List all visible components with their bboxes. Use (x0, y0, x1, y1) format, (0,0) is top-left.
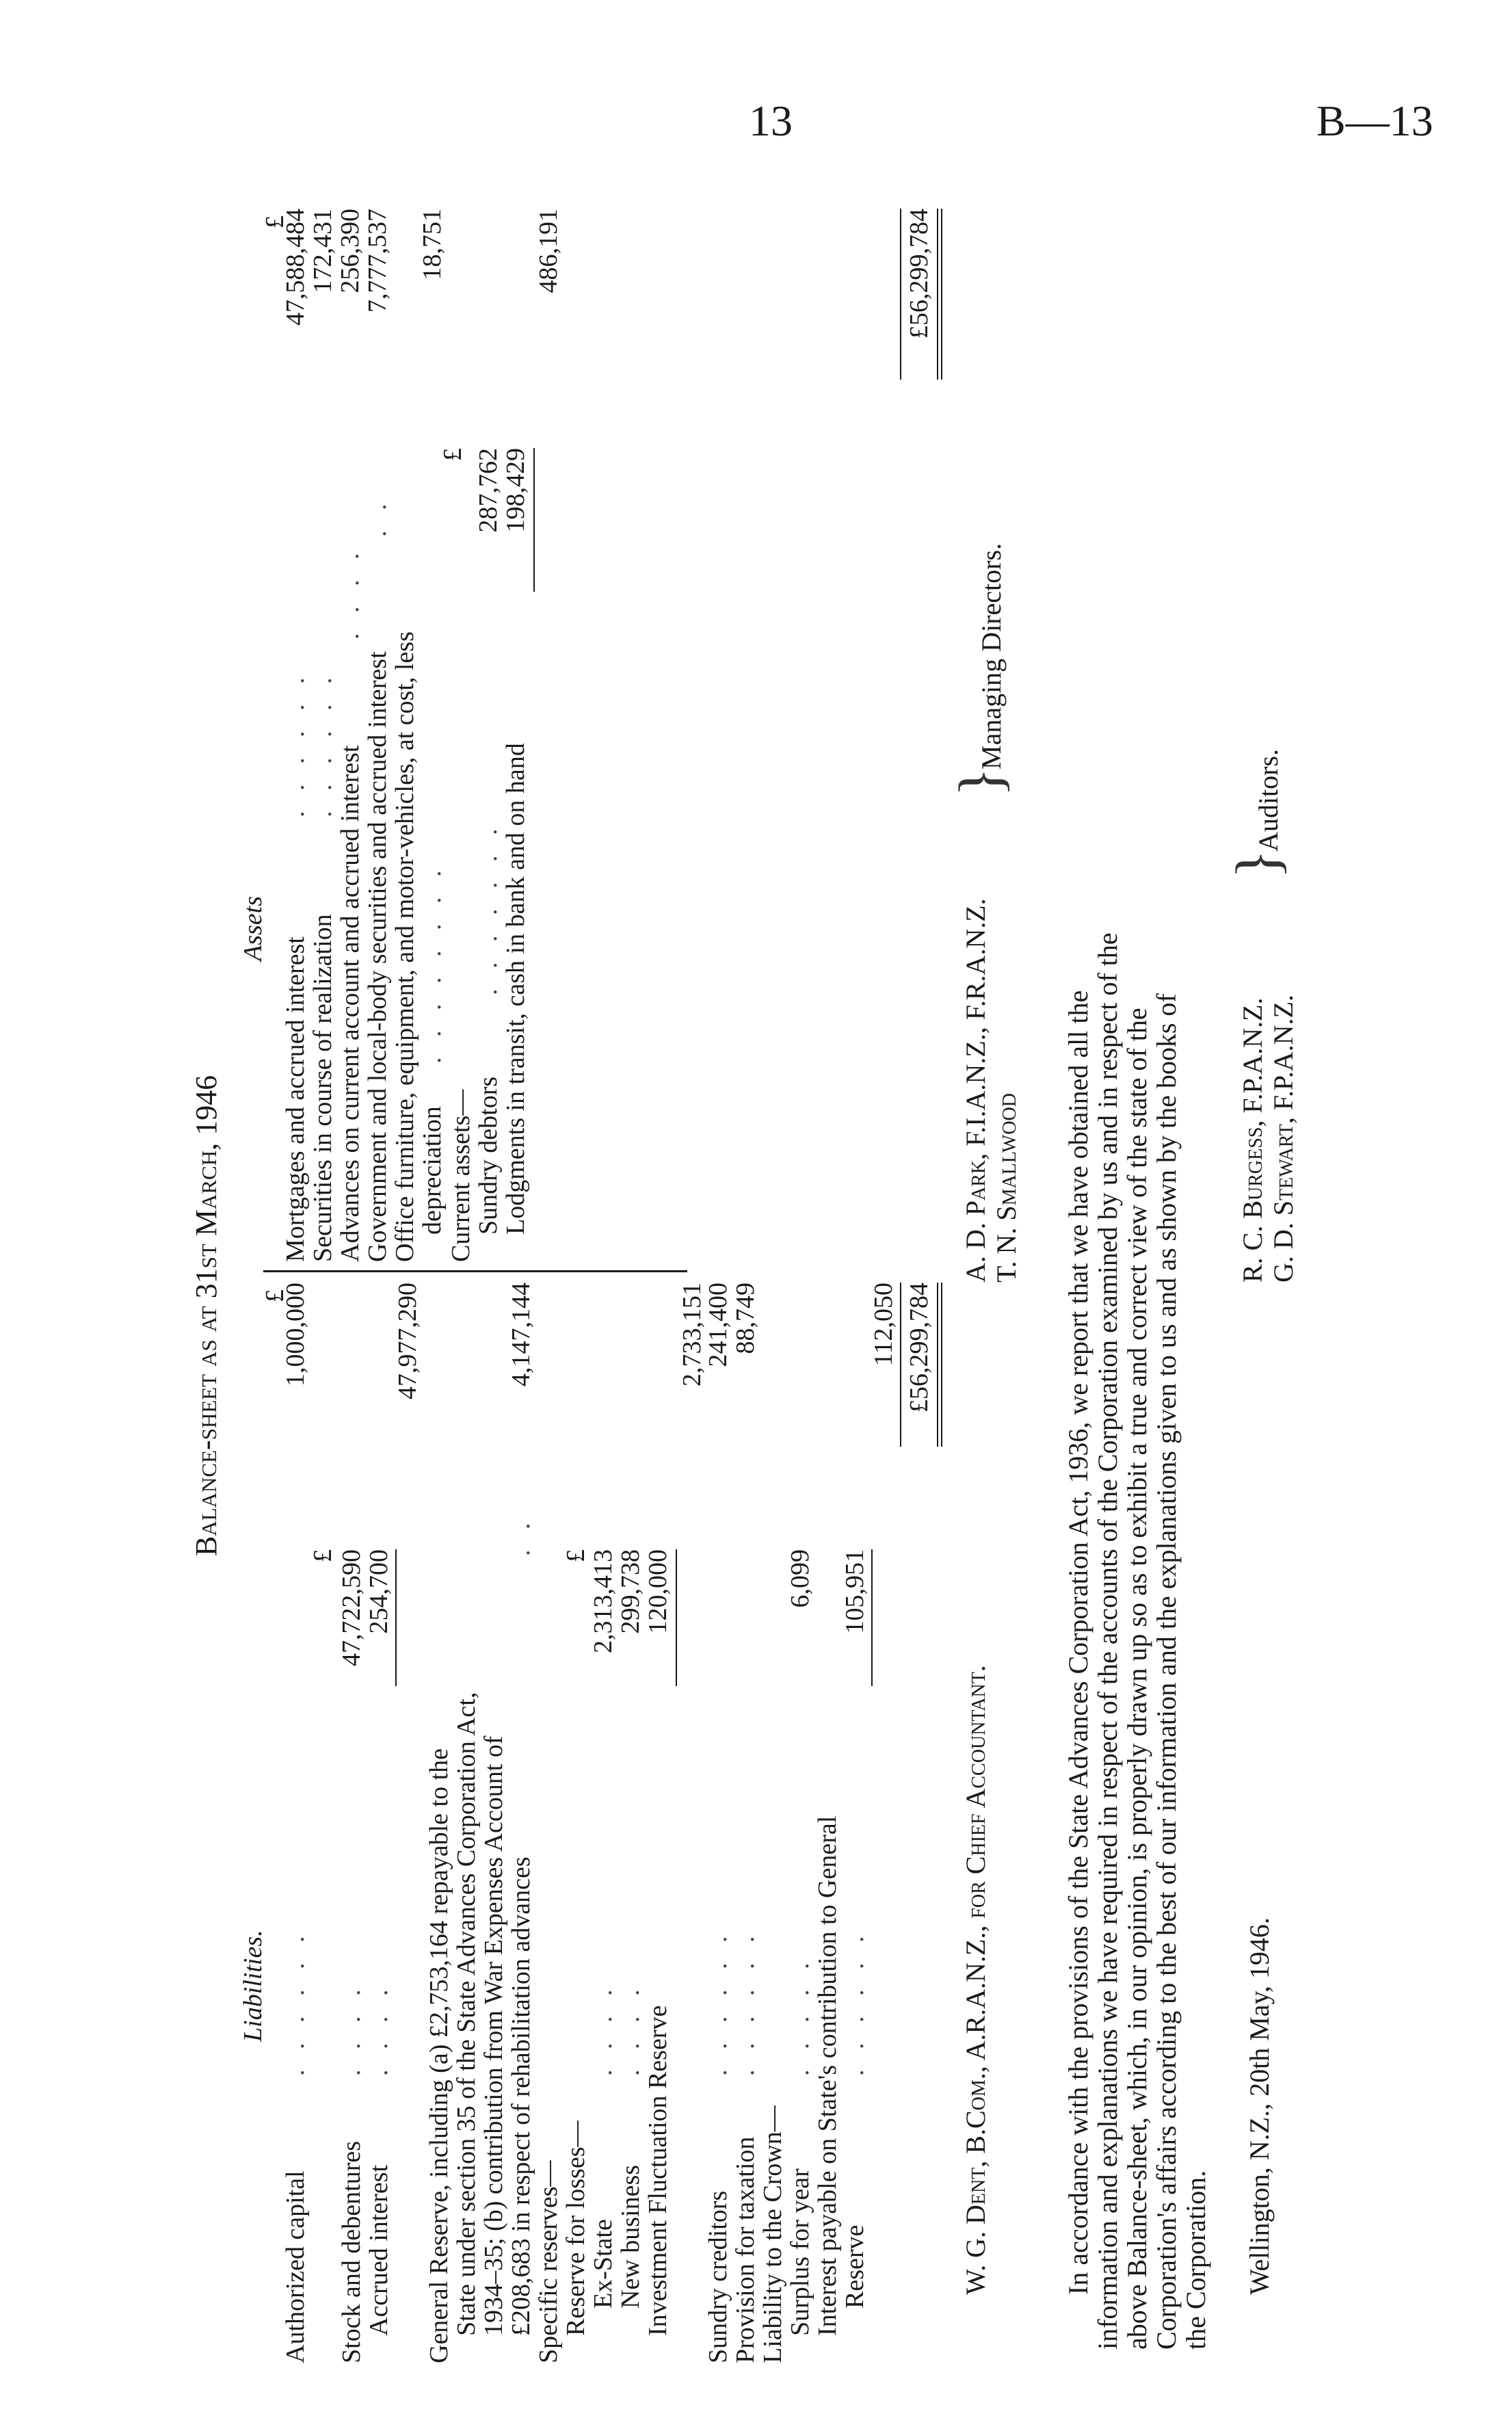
investment-fluctuation-amount: 120,000 (644, 1549, 672, 1634)
new-business-amount: 299,738 (616, 1549, 645, 1634)
reserve-losses-label: Reserve for losses— (561, 2120, 590, 2336)
liability-crown-label: Liability to the Crown— (758, 2105, 787, 2363)
currency-sign: £ (561, 1549, 590, 1562)
assets-heading: Assets (239, 896, 267, 961)
dot-leader: . . . . (589, 1982, 618, 2076)
accrued-interest-label: Accrued interest (364, 2164, 393, 2336)
sundry-creditors-label: Sundry creditors (704, 2190, 732, 2363)
ex-state-amount: 2,313,413 (589, 1549, 618, 1653)
dot-leader: . . (507, 1516, 535, 1556)
subtotal-rule (395, 1549, 397, 1686)
general-reserve-line1: General Reserve, including (a) £2,753,164 repayable to the (425, 1748, 453, 2363)
surplus-year-amount: 6,099 (786, 1549, 814, 1608)
sundry-creditors-total: 241,400 (704, 1283, 732, 1367)
securities-realization-total: 172,431 (308, 209, 337, 293)
provision-taxation-label: Provision for taxation (731, 2136, 760, 2363)
specific-reserves-label: Specific reserves— (534, 2160, 563, 2363)
assets-grand-total: £56,299,784 (905, 209, 933, 339)
auditors-label: Auditors. (1253, 749, 1284, 852)
mortgages-label: Mortgages and accrued interest (281, 936, 310, 1262)
specific-reserves-total: 2,733,151 (678, 1283, 706, 1387)
securities-realization-label: Securities in course of realization (308, 914, 337, 1262)
stock-debentures-label: Stock and debentures (337, 2140, 366, 2363)
current-assets-label: Current assets— (447, 1089, 475, 1262)
brace-directors: } (947, 767, 1015, 797)
sundry-debtors-amount: 287,762 (474, 448, 503, 533)
government-securities-total: 7,777,537 (363, 209, 392, 313)
subtotal-rule (533, 448, 535, 592)
auditor-2: G. D. Stewart, F.P.A.N.Z. (1268, 995, 1299, 1283)
dot-leader: . . . . . (786, 1956, 814, 2076)
dot-leader: . . . . . . (281, 670, 310, 817)
dot-leader: . . . . . . (308, 670, 337, 817)
authorized-capital-total: 1,000,000 (281, 1283, 310, 1387)
total-rule (941, 1283, 942, 1447)
total-rule (937, 1283, 938, 1447)
liabilities-grand-total: £56,299,784 (905, 1283, 933, 1412)
ex-state-label: Ex-State (589, 2219, 618, 2309)
office-furniture-line1: Office furniture, equipment, and motor-vehicles, at cost, less (390, 631, 419, 1262)
auditor-1: R. C. Burgess, F.P.A.N.Z. (1237, 997, 1268, 1283)
dot-leader: . . (363, 497, 392, 537)
dot-leader: . . . . . . (704, 1929, 732, 2076)
surplus-year-label: Surplus for year (786, 2168, 814, 2336)
subtotal-rule (871, 1549, 873, 1686)
advances-current-total: 256,390 (336, 209, 364, 293)
currency-sign: £ (308, 1549, 337, 1562)
office-furniture-line2: depreciation (418, 1106, 447, 1235)
liabilities-heading: Liabilities. (239, 1930, 267, 2042)
dot-leader: . . . . (364, 1982, 393, 2076)
total-rule (937, 209, 938, 380)
dot-leader: . . . . . . (731, 1929, 760, 2076)
new-business-label: New business (616, 2164, 645, 2309)
lodgments-amount: 198,429 (501, 448, 530, 533)
dot-leader: . . . . . . . . (418, 863, 447, 1064)
managing-director-1: A. D. Park, F.I.A.N.Z., F.R.A.N.Z. (960, 898, 991, 1283)
brace-auditors: } (1224, 849, 1292, 879)
report-line1: In accordance with the provisions of the State Advances Corporation Act, 1936, we report that we have obtained all the (1063, 990, 1093, 2295)
report-line2: information and explanations we have required in respect of the accounts of the Corporation examined by us and in respect of the (1092, 932, 1123, 2350)
dot-leader: . . . . . . (840, 1929, 869, 2076)
authorized-capital-label: Authorized capital (281, 2170, 310, 2363)
total-rule (941, 209, 942, 380)
mortgages-total: 47,588,484 (281, 209, 310, 326)
general-reserve-line4: £208,683 in respect of rehabilitation advances (507, 1856, 535, 2336)
investment-fluctuation-label: Investment Fluctuation Reserve (644, 2005, 672, 2336)
stock-debentures-amount: 47,722,590 (337, 1549, 366, 1666)
office-furniture-total: 18,751 (418, 209, 447, 280)
advances-current-label: Advances on current account and accrued interest (336, 745, 364, 1262)
column-divider (263, 1270, 687, 1272)
page-number: 13 (749, 96, 793, 145)
page-title: Balance-sheet as at 31st March, 1946 (189, 1075, 223, 1556)
dot-leader: . . . . . . (281, 1929, 310, 2076)
crown-liability-total: 112,050 (869, 1283, 898, 1367)
general-reserve-total: 4,147,144 (507, 1283, 535, 1387)
currency-sign: £ (261, 215, 289, 228)
interest-payable-amount: 105,951 (840, 1549, 869, 1634)
currency-sign: £ (438, 448, 467, 461)
total-rule (900, 209, 901, 380)
report-line3: above Balance-sheet, which, in our opinion, is properly drawn up so as to exhibit a true and correct view of the state of the (1122, 1008, 1152, 2350)
general-reserve-line2: State under section 35 of the State Advances Corporation Act, (452, 1692, 481, 2336)
current-assets-total: 486,191 (534, 209, 563, 293)
interest-payable-line1: Interest payable on State's contribution to General (813, 1815, 842, 2336)
subtotal-rule (676, 1549, 677, 1686)
stock-total: 47,977,290 (393, 1283, 422, 1399)
provision-taxation-total: 88,749 (731, 1283, 760, 1354)
page-id: B—13 (1316, 96, 1433, 145)
chief-accountant-signature: W. G. Dent, B.Com., A.R.A.N.Z., for Chief Accountant. (960, 1665, 991, 2295)
balance-sheet-rotated (191, 202, 1368, 2363)
managing-directors-label: Managing Directors. (976, 542, 1007, 770)
lodgments-label: Lodgments in transit, cash in bank and on hand (501, 743, 530, 1235)
place-date: Wellington, N.Z., 20th May, 1946. (1244, 1917, 1275, 2295)
report-line4: Corporation's affairs according to the best of our information and the explanations given to us and as shown by the books of (1151, 993, 1182, 2350)
currency-sign: £ (261, 1289, 289, 1302)
government-securities-label: Government and local-body securities and accrued interest (363, 651, 392, 1262)
dot-leader: . . . . (336, 546, 364, 640)
general-reserve-line3: 1934–35; (b) contribution from War Expenses Account of (479, 1735, 508, 2336)
report-line5: the Corporation. (1180, 2170, 1211, 2350)
managing-director-2: T. N. Smallwood (991, 1093, 1022, 1283)
interest-payable-line2: Reserve (840, 2224, 869, 2309)
total-rule (900, 1283, 901, 1447)
accrued-interest-amount: 254,700 (364, 1549, 393, 1634)
dot-leader: . . . . (616, 1982, 645, 2076)
dot-leader: . . . . . . . (474, 822, 503, 995)
sundry-debtors-label: Sundry debtors (474, 1076, 503, 1235)
dot-leader: . . . . (337, 1982, 366, 2076)
